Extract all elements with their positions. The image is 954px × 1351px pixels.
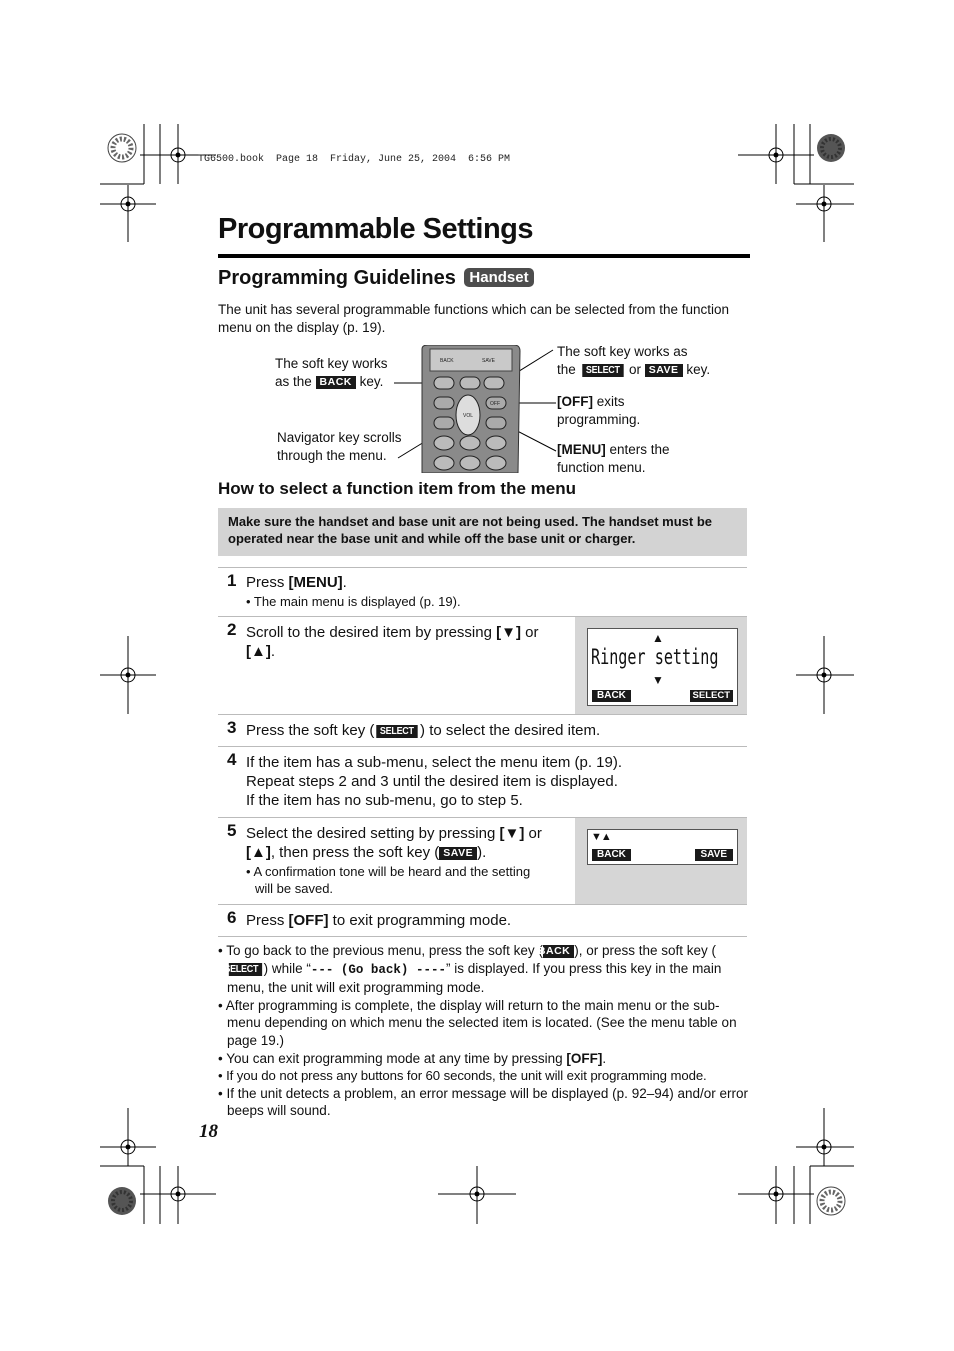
callout-text: through the menu. [277,448,387,463]
note-text: ” is displayed. If you press this key in the main menu, the unit will exit programming mode. [227,960,722,996]
page-title: Programmable Settings [218,213,534,245]
save-key-label: SAVE [439,847,477,860]
step-text [246,911,511,930]
callout-text: key. [686,362,711,377]
menu-key-ref: [MENU] [288,574,343,591]
howto-title: How to select a function item from the menu [218,479,576,498]
step-text-part: Select the desired setting by pressing [246,825,500,842]
intro-paragraph: The unit has several programmable functions which can be selected from the function menu on the display (p. 19). [218,302,730,335]
step-text-part: ) to select the desired item. [420,722,601,739]
step-text-part: . [270,643,276,660]
up-key-ref: [▲] [246,643,271,660]
step-text [246,824,576,862]
note-text: ) while “ [263,960,311,976]
step-text-part: Press [246,574,289,591]
step-text [246,623,566,661]
note-item [218,942,750,997]
off-key-ref: [OFF] [557,394,593,409]
callout-text: the [557,362,576,377]
down-arrow-icon: ▼ [652,673,664,687]
note-text: To go back to the previous menu, press the soft key ( [226,943,543,958]
down-key-ref: [▼] [499,825,525,842]
step-text-part: ). [477,844,487,861]
handset-badge: Handset [464,268,533,287]
down-key-ref: [▼] [496,624,521,641]
note-text: You can exit programming mode at any time by pressing [226,1050,567,1066]
phone-middle-soft-key [460,377,480,389]
step-3 [218,714,747,746]
step-text-line: If the item has a sub-menu, select the menu item (p. 19). [246,754,623,771]
back-key-label: BACK [316,376,356,389]
callout-text: exits [593,394,625,409]
callout-text: Navigator key scrolls [277,430,402,445]
step-text [246,573,347,592]
step-1 [218,567,747,616]
step-text-part: . [342,574,347,591]
step-5 [218,817,747,904]
select-key-label: SELECT [377,725,418,738]
lcd-save-key: SAVE [695,849,734,861]
note-item: • If the unit detects a problem, an error message will be displayed (p. 92–94) and/or error beeps will sound. [218,1085,750,1120]
note-item: • After programming is complete, the display will return to the main menu or the sub-menu depending on which menu the selected item is located. (See the menu table on page 19.) [218,997,750,1050]
step-text-part: Press [246,912,289,929]
phone-off-label: OFF [490,401,500,407]
warning-box: Make sure the handset and base unit are not being used. The handset must be operated near the base unit and while off the base unit or charger. [218,508,747,556]
lcd-select-key: SELECT [690,690,733,702]
phone-save-label: SAVE [482,358,495,364]
off-key-ref: [OFF] [288,912,329,929]
step-subnote [246,863,530,897]
lcd-menu-item: Ringer setting [591,645,719,669]
callout-text: function menu. [557,460,646,475]
step-number: 5 [227,821,237,840]
lcd-back-key: BACK [592,849,631,861]
callout-text: enters the [605,442,670,457]
step-text-part: or [520,624,539,641]
step-2 [218,616,747,714]
step-6 [218,904,747,937]
notes-list [218,942,750,1120]
lcd-back-key: BACK [592,690,631,702]
step-number: 2 [227,620,237,639]
callout-text: The soft key works [275,356,388,371]
note-text: . [602,1050,607,1066]
go-back-menu-text: --- (Go back) ---- [310,962,446,977]
callout-text: programming. [557,412,641,427]
step-text-part: , then press the soft key ( [270,844,440,861]
step-text-part: to exit programming mode. [328,912,512,929]
off-key-ref: [OFF] [566,1050,603,1066]
callout-text: or [628,362,641,377]
step-subnote: • The main menu is displayed (p. 19). [246,594,461,609]
save-key-label: SAVE [645,364,683,377]
phone-menu-key [486,417,506,429]
step-text [246,753,622,810]
phone-left-soft-key [434,377,454,389]
step-text-part: or [524,825,542,842]
select-key-label: SELECT [229,963,262,976]
phone-vol-label: VOL [463,413,474,419]
step-subnote-line: will be saved. [255,881,334,896]
handset-illustration [420,345,522,473]
callout-text: The soft key works as [557,344,688,359]
phone-right-soft-key [484,377,504,389]
menu-key-ref: [MENU] [557,442,606,457]
page-number: 18 [199,1121,218,1142]
file-info: TG6500.book Page 18 Friday, June 25, 2004 6:56 PM [198,154,511,165]
lcd-display-setting [587,829,738,865]
step-number: 4 [227,750,237,769]
step-number: 3 [227,718,237,737]
step-number: 6 [227,908,237,927]
up-key-ref: [▲] [246,844,271,861]
up-arrow-icon: ▲ [652,631,664,645]
updown-arrows-icon: ▼▲ [591,831,611,843]
note-item: • If you do not press any buttons for 60 seconds, the unit will exit programming mode. [218,1067,750,1085]
step-text-part: Scroll to the desired item by pressing [246,624,497,641]
lcd-display-menu [587,628,738,706]
back-key-label: BACK [543,945,574,958]
step-text [246,721,600,740]
step-subnote-line: • A confirmation tone will be heard and the setting [246,864,531,879]
phone-back-label: BACK [440,358,454,364]
step-text-line: Repeat steps 2 and 3 until the desired item is displayed. [246,773,618,790]
step-4 [218,746,747,817]
step-number: 1 [227,571,237,590]
callout-text: key. [359,374,384,389]
note-text: ), or press the soft key ( [574,943,717,958]
section-title-text: Programming Guidelines [218,267,456,289]
callout-text: as the [275,374,312,389]
select-key-label: SELECT [582,364,623,377]
step-text-line: If the item has no sub-menu, go to step 5. [246,792,523,809]
note-item [218,1050,750,1068]
step-text-part: Press the soft key ( [246,722,375,739]
